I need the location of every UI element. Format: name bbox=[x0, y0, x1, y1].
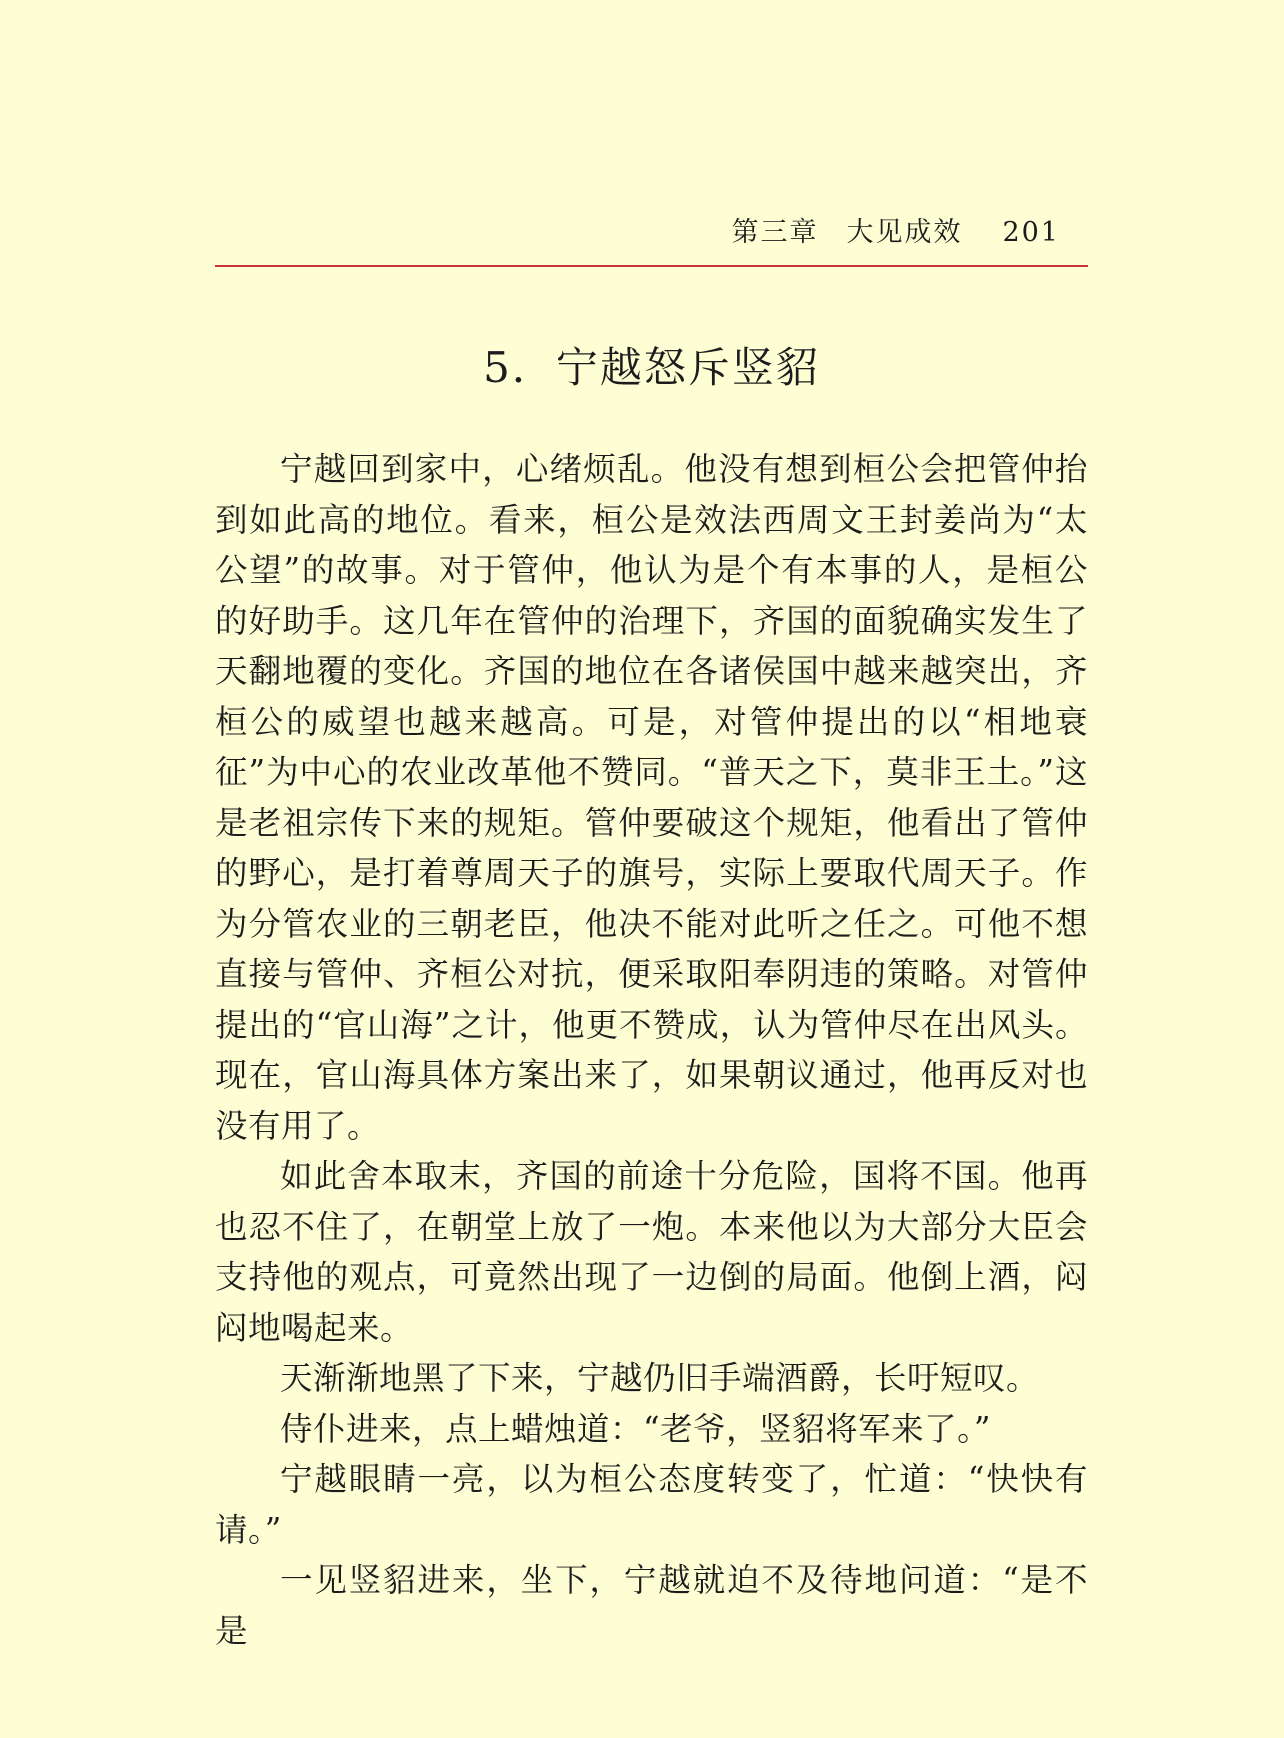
body-text bbox=[215, 444, 1088, 1656]
section-title: 5．宁越怒斥竖貂 bbox=[483, 343, 820, 392]
paragraph: 宁越眼睛一亮，以为桓公态度转变了，忙道：“快快有请。” bbox=[215, 1460, 1088, 1549]
paragraph: 天渐渐地黑了下来，宁越仍旧手端酒爵，长吁短叹。 bbox=[280, 1359, 1040, 1397]
running-header bbox=[215, 210, 1088, 256]
paragraph: 宁越回到家中，心绪烦乱。他没有想到桓公会把管仲抬到如此高的地位。看来，桓公是效法西周文王封姜尚为“太公望”的故事。对于管仲，他认为是个有本事的人，是桓公的好助手。这几年在管仲的治理下，齐国的面貌确实发生了天翻地覆的变化。齐国的地位在各诸侯国中越来越突出，齐桓公的威望也越来越高。可是，对管仲提出的以“相地衰征”为中心的农业改革他不赞同。“普天之下，莫非王土。”这是老祖宗传下来的规矩。管仲要破这个规矩，他看出了管仲的野心，是打着尊周天子的旗号，实际上要取代周天子。作为分管农业的三朝老臣，他决不能对此听之任之。可他不想直接与管仲、齐桓公对抗，便采取阳奉阴违的策略。对管仲提出的“官山海”之计，他更不赞成，认为管仲尽在出风头。现在，官山海具体方案出来了，如果朝议通过，他再反对也没有用了。 bbox=[215, 450, 1088, 1145]
paragraph: 一见竖貂进来，坐下，宁越就迫不及待地问道：“是不是 bbox=[215, 1561, 1088, 1650]
page-number: 201 bbox=[1002, 217, 1060, 248]
chapter-label: 第三章 bbox=[731, 217, 819, 248]
header-divider bbox=[215, 265, 1088, 267]
paragraph: 侍仆进来，点上蜡烛道：“老爷，竖貂将军来了。” bbox=[280, 1409, 991, 1448]
chapter-title: 大见成效 bbox=[846, 217, 963, 248]
paragraph: 如此舍本取末，齐国的前途十分危险，国将不国。他再也忍不住了，在朝堂上放了一炮。本来他以为大部分大臣会支持他的观点，可竟然出现了一边倒的局面。他倒上酒，闷闷地喝起来。 bbox=[215, 1157, 1088, 1347]
